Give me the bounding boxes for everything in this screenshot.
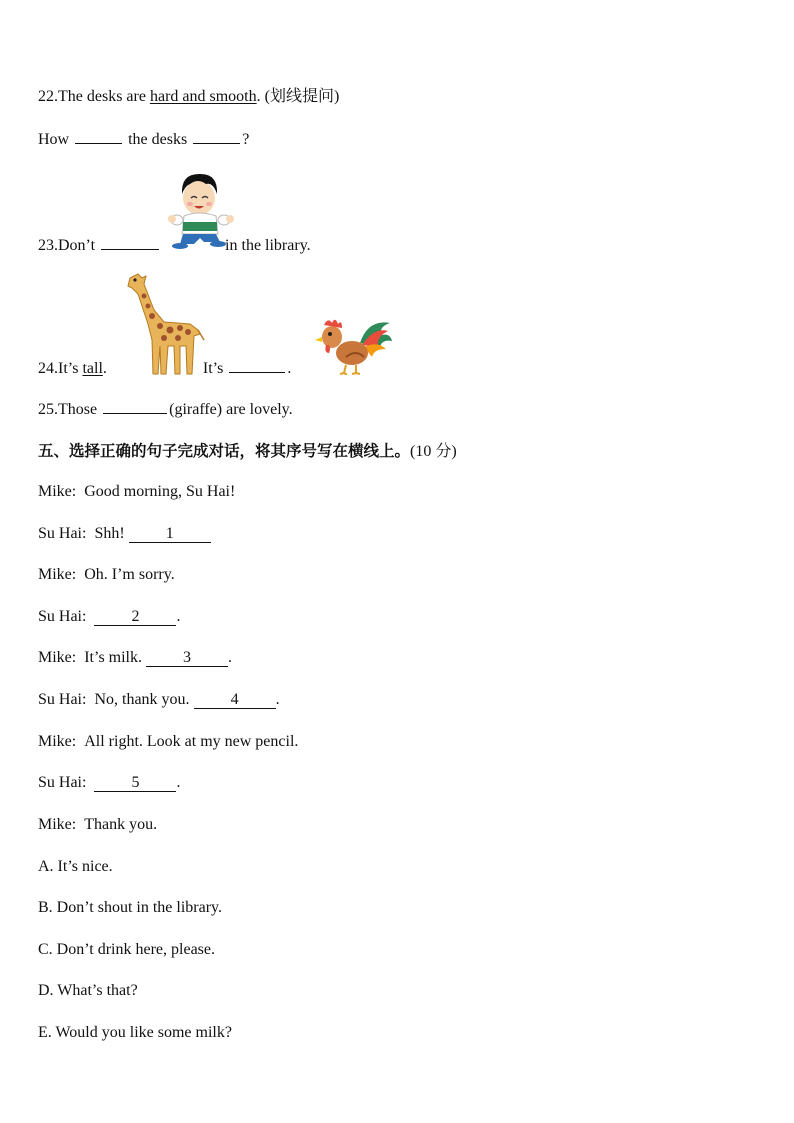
section-5-heading <box>38 441 457 462</box>
question-text: Those <box>58 401 102 418</box>
answer-blank[interactable] <box>75 129 122 144</box>
answer-text: ? <box>242 131 250 148</box>
dialogue-line <box>38 524 211 544</box>
question-text: It’s <box>202 360 228 377</box>
dialogue-text: . <box>228 649 232 666</box>
dialogue-line <box>38 690 280 710</box>
speaker-label: Mike: <box>38 566 77 583</box>
underlined-phrase: hard and smooth <box>149 88 257 105</box>
answer-blank[interactable] <box>103 399 167 414</box>
dialogue-line <box>38 815 157 835</box>
answer-blank[interactable] <box>101 235 159 250</box>
dialogue-text: No, thank you. <box>94 691 194 708</box>
option-item: A. It’s nice. <box>38 858 113 875</box>
speaker-label: Su Hai: <box>38 608 87 625</box>
speaker-label: Mike: <box>38 816 77 833</box>
speaker-label: Mike: <box>38 649 77 666</box>
answer-blank[interactable] <box>229 358 285 373</box>
dialogue-line <box>38 482 235 502</box>
section-title: 五、选择正确的句子完成对话，将其序号写在横线上。 <box>38 442 411 460</box>
dialogue-text: Good morning, Su Hai! <box>84 483 236 500</box>
question-text: are lovely. <box>222 401 293 418</box>
question-23 <box>38 235 311 256</box>
question-text: . <box>287 360 292 377</box>
dialogue-text: Thank you. <box>84 816 158 833</box>
dialogue-text: . <box>275 691 280 708</box>
speaker-label: Su Hai: <box>38 525 87 542</box>
section-score: (10 分) <box>410 443 457 460</box>
answer-blank[interactable] <box>193 129 240 144</box>
question-text: It’s <box>58 360 83 377</box>
speaker-label: Mike: <box>38 733 77 750</box>
question-22 <box>38 87 339 107</box>
dialogue-text: It’s milk. <box>84 649 146 666</box>
dialogue-text: . <box>176 608 181 625</box>
word-hint: (giraffe) <box>169 401 223 418</box>
option-item: B. Don’t shout in the library. <box>38 899 222 916</box>
dialogue-line <box>38 732 298 752</box>
dialogue-line <box>38 565 175 585</box>
dialogue-line <box>38 607 180 627</box>
question-number: 22. <box>38 88 58 105</box>
rooster-picture <box>312 313 392 375</box>
dialogue-text: Shh! <box>94 525 129 542</box>
question-text: Don’t <box>58 237 100 254</box>
dialogue-text: All right. Look at my new pencil. <box>84 733 299 750</box>
option-item: E. Would you like some milk? <box>38 1024 232 1041</box>
underlined-word: tall <box>82 360 103 377</box>
dialogue-blank[interactable]: 3 <box>146 650 228 667</box>
question-22-answer <box>38 129 249 150</box>
speaker-label: Su Hai: <box>38 691 87 708</box>
question-25 <box>38 399 293 420</box>
question-number: 24. <box>38 360 58 377</box>
question-text: . <box>102 360 107 377</box>
question-instruction: . (划线提问) <box>256 88 340 105</box>
dialogue-blank[interactable]: 5 <box>94 775 176 792</box>
question-text: in the library. <box>225 237 311 254</box>
dialogue-line <box>38 773 180 793</box>
dialogue-blank[interactable]: 1 <box>129 526 211 543</box>
option-item: C. Don’t drink here, please. <box>38 941 215 958</box>
dialogue-line <box>38 648 232 668</box>
question-text: The desks are <box>58 88 150 105</box>
dialogue-text: Oh. I’m sorry. <box>84 566 175 583</box>
speaker-label: Su Hai: <box>38 774 87 791</box>
question-24 <box>38 358 291 379</box>
question-number: 23. <box>38 237 58 254</box>
dialogue-blank[interactable]: 4 <box>194 692 276 709</box>
question-number: 25. <box>38 401 58 418</box>
dialogue-text: . <box>176 774 181 791</box>
option-item: D. What’s that? <box>38 982 138 999</box>
dialogue-blank[interactable]: 2 <box>94 609 176 626</box>
answer-text: the desks <box>124 131 192 148</box>
speaker-label: Mike: <box>38 483 77 500</box>
answer-text: How <box>38 131 74 148</box>
